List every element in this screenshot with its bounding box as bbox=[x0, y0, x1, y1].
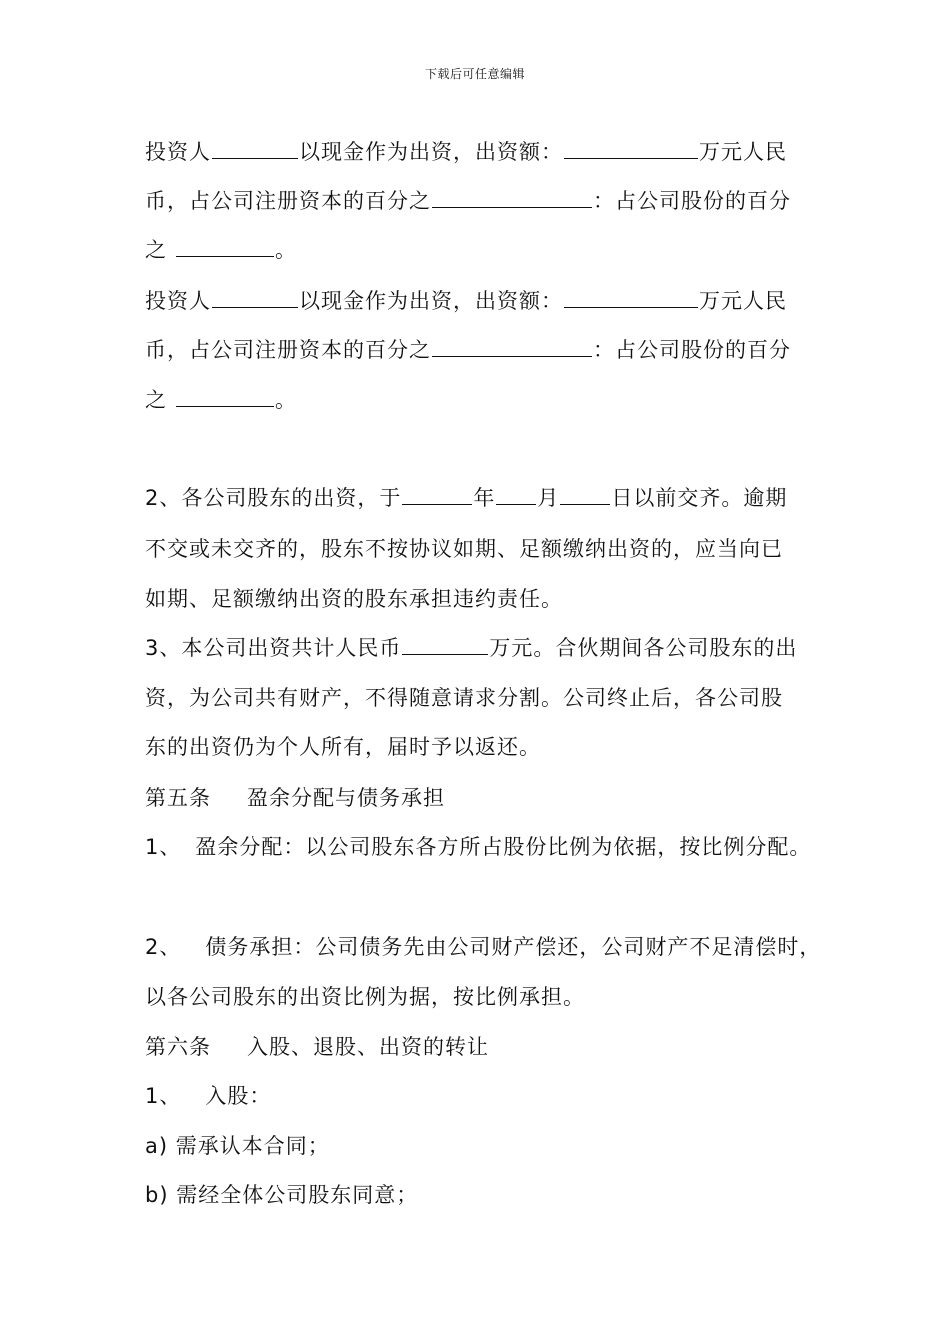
para-3-line-3: 东的出资仍为个人所有，届时予以返还。 bbox=[145, 735, 541, 759]
text: 投资人 bbox=[145, 289, 211, 313]
para-2-line-3: 如期、足额缴纳出资的股东承担违约责任。 bbox=[145, 587, 563, 611]
investor-2-line-3 bbox=[145, 386, 297, 414]
article-number: 第六条 bbox=[145, 1035, 211, 1059]
text: 3、本公司出资共计人民币 bbox=[145, 636, 402, 660]
article-6-item-1 bbox=[145, 1082, 271, 1110]
para-2-line-2: 不交或未交齐的，股东不按协议如期、足额缴纳出资的，应当向已 bbox=[145, 537, 783, 561]
text: ：占公司股份的百分 bbox=[593, 338, 791, 362]
article-5-item-2-line-2: 以各公司股东的出资比例为据，按比例承担。 bbox=[145, 985, 585, 1009]
investor-2-line-1 bbox=[145, 287, 787, 315]
page-header: 下载后可任意编辑 bbox=[424, 67, 525, 81]
text: 万元人民 bbox=[699, 140, 787, 164]
item-number: 1、 bbox=[145, 1084, 182, 1108]
para-3-line-2: 资，为公司共有财产，不得随意请求分割。公司终止后，各公司股 bbox=[145, 686, 783, 710]
text: 万元。合伙期间各公司股东的出 bbox=[489, 636, 798, 660]
text: 币，占公司注册资本的百分之 bbox=[145, 338, 431, 362]
text: 日以前交齐。逾期 bbox=[611, 486, 788, 510]
text: 万元人民 bbox=[699, 289, 787, 313]
investor-name-blank[interactable] bbox=[212, 138, 298, 159]
text: 以现金作为出资，出资额： bbox=[299, 289, 563, 313]
amount-blank[interactable] bbox=[564, 138, 698, 159]
capital-percent-blank[interactable] bbox=[432, 336, 592, 357]
article-5-item-1 bbox=[145, 833, 811, 861]
item-text: 债务承担：公司债务先由公司财产偿还，公司财产不足清偿时， bbox=[205, 935, 822, 959]
investor-1-line-3 bbox=[145, 236, 297, 264]
capital-percent-blank[interactable] bbox=[432, 187, 592, 208]
item-text: 入股： bbox=[205, 1084, 272, 1108]
text: 之 bbox=[145, 388, 167, 412]
day-blank[interactable] bbox=[560, 484, 610, 505]
text: 之 bbox=[145, 238, 167, 262]
text: 投资人 bbox=[145, 140, 211, 164]
text: 。 bbox=[275, 388, 297, 412]
investor-1-line-1 bbox=[145, 138, 787, 166]
total-capital-blank[interactable] bbox=[402, 634, 488, 655]
article-6-sub-b: b) 需经全体公司股东同意； bbox=[145, 1183, 419, 1207]
share-percent-blank[interactable] bbox=[176, 386, 274, 407]
article-5-heading bbox=[145, 784, 445, 812]
article-5-item-2 bbox=[145, 933, 821, 961]
amount-blank[interactable] bbox=[564, 287, 698, 308]
year-blank[interactable] bbox=[402, 484, 472, 505]
text: 币，占公司注册资本的百分之 bbox=[145, 189, 431, 213]
month-blank[interactable] bbox=[496, 484, 536, 505]
item-text: 盈余分配：以公司股东各方所占股份比例为依据，按比例分配。 bbox=[195, 835, 812, 859]
item-number: 1、 bbox=[145, 835, 182, 859]
article-6-heading bbox=[145, 1033, 489, 1061]
text: 2、各公司股东的出资，于 bbox=[145, 486, 402, 510]
article-title: 盈余分配与债务承担 bbox=[247, 786, 445, 810]
text: 以现金作为出资，出资额： bbox=[299, 140, 563, 164]
investor-1-line-2 bbox=[145, 187, 791, 215]
article-title: 入股、退股、出资的转让 bbox=[247, 1035, 489, 1059]
investor-2-line-2 bbox=[145, 336, 791, 364]
para-3-line-1 bbox=[145, 634, 797, 662]
para-2-line-1 bbox=[145, 484, 787, 512]
text: 月 bbox=[537, 486, 560, 510]
share-percent-blank[interactable] bbox=[176, 236, 274, 257]
item-number: 2、 bbox=[145, 935, 182, 959]
article-6-sub-a: a) 需承认本合同； bbox=[145, 1134, 330, 1158]
text: 。 bbox=[275, 238, 297, 262]
article-number: 第五条 bbox=[145, 786, 211, 810]
text: ：占公司股份的百分 bbox=[593, 189, 791, 213]
investor-name-blank[interactable] bbox=[212, 287, 298, 308]
text: 年 bbox=[473, 486, 496, 510]
